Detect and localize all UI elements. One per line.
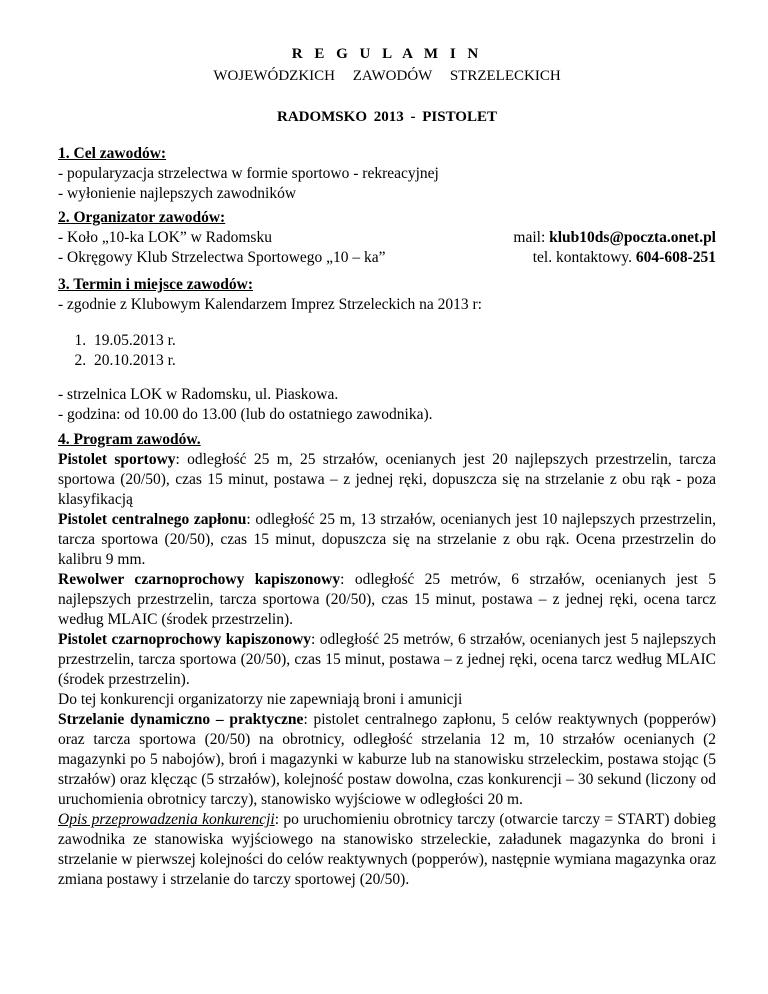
phone-label: tel. kontaktowy. — [532, 249, 636, 266]
date-intro: - zgodnie z Klubowym Kalendarzem Imprez Strzeleckich na 2013 r: — [58, 296, 482, 313]
goal-line-1: - popularyzacja strzelectwa w formie sportowo - rekreacyjnej — [58, 165, 439, 182]
centerfire-pistol-text: : odległość 25 m, 13 strzałów, ocenianych jest 10 najlepszych przestrzelin, tarcza sportowa (20/50), czas 15 minut, dopuszcza się na strzelanie z obu rąk. Ocena przestrzelin do kalibru 9 mm. — [58, 511, 716, 568]
dynamic-shooting-text: : pistolet centralnego zapłonu, 5 celów reaktywnych (popperów) oraz tarcza sportowa (20/50) na obrotnicy, odległość strzelania 12 m, 10 strzałów ocenianych (2 magazynki po 5 nabojów), broń i magazynki w kaburze lub na stanowisku strzeleckim, postawa stojąc (5 strzałów) oraz klęcząc (5 strzałów), kolejność postaw dowolna, czas konkurencji – 30 sekund (liczony od uruchomienia obrotnicy tarczy), stanowisko wyjściowe w odległości 20 m. — [58, 711, 717, 808]
organizer-club-1: - Koło „10-ka LOK” w Radomsku — [58, 229, 272, 246]
blackpowder-revolver-name: Rewolwer czarnoprochowy kapiszonowy — [58, 571, 341, 588]
event-title: RADOMSKO 2013 - PISTOLET — [276, 109, 497, 125]
section-goal-heading: 1. Cel zawodów: — [58, 145, 167, 162]
program-blackpowder-pistol — [58, 630, 716, 690]
section-organizer — [58, 208, 716, 268]
document-subtitle: WOJEWÓDZKICH ZAWODÓW STRZELECKICH — [213, 68, 561, 84]
program-blackpowder-revolver — [58, 570, 716, 630]
date-item-2: 2. 20.10.2013 r. — [90, 351, 716, 371]
section-goal — [58, 144, 716, 204]
time-line: - godzina: od 10.00 do 13.00 (lub do ostatniego zawodnika). — [58, 406, 433, 423]
blackpowder-pistol-text: : odległość 25 metrów, 6 strzałów, ocenianych jest 5 najlepszych przestrzelin, tarcza sportowa (20/50), czas 15 minut, postawa – z jednej ręki, ocena tarcz według MLAIC (środek przestrzelin). — [58, 631, 716, 688]
place-line: - strzelnica LOK w Radomsku, ul. Piaskowa. — [58, 386, 339, 403]
procedure-name: Opis przeprowadzenia konkurencji — [58, 811, 275, 828]
organizer-mail — [513, 228, 716, 248]
section-program — [58, 430, 716, 890]
date-item-1: 1. 19.05.2013 r. — [90, 331, 716, 351]
organizer-row-2 — [58, 248, 716, 268]
section-program-heading: 4. Program zawodów. — [58, 431, 201, 448]
goal-line-2: - wyłonienie najlepszych zawodników — [58, 185, 297, 202]
blackpowder-revolver-text: : odległość 25 metrów, 6 strzałów, ocenianych jest 5 najlepszych przestrzelin, tarcza sportowa (20/50), czas 15 minut, postawa – z jednej ręki, ocena tarcz według MLAIC (środek przestrzelin). — [58, 571, 716, 628]
sport-pistol-name: Pistolet sportowy — [58, 451, 176, 468]
mail-address: klub10ds@poczta.onet.pl — [549, 229, 716, 246]
procedure-text: : po uruchomieniu obrotnicy tarczy (otwarcie tarczy = START) dobieg zawodnika ze stanowiska wyjściowego na stanowisko strzeleckie, załadunek magazynka do broni i strzelanie w pierwszej kolejności do celów reaktywnych (popperów), następnie wymiana magazynka oraz zmiana postawy i strzelanie do tarczy sportowej (20/50). — [58, 811, 717, 888]
organizer-row-1 — [58, 228, 716, 248]
organizer-club-2: - Okręgowy Klub Strzelectwa Sportowego „10 – ka” — [58, 249, 386, 266]
blackpowder-note: Do tej konkurencji organizatorzy nie zapewniają broni i amunicji — [58, 691, 463, 708]
section-date-place — [58, 275, 716, 425]
sport-pistol-text: : odległość 25 m, 25 strzałów, ocenianych jest 20 najlepszych przestrzelin, tarcza sportowa (20/50), czas 15 minut, postawa – z jednej ręki, dopuszcza się na strzelanie z obu rąk - poza klasyfikacją — [58, 451, 717, 508]
program-dynamic-shooting — [58, 710, 716, 810]
centerfire-pistol-name: Pistolet centralnego zapłonu — [58, 511, 247, 528]
dynamic-shooting-name: Strzelanie dynamiczno – praktyczne — [58, 711, 304, 728]
program-centerfire-pistol — [58, 510, 716, 570]
section-date-place-heading: 3. Termin i miejsce zawodów: — [58, 276, 254, 293]
program-sport-pistol — [58, 450, 716, 510]
document-title: R E G U L A M I N — [291, 46, 483, 62]
organizer-phone — [533, 248, 716, 268]
dates-list — [58, 331, 716, 371]
blackpowder-pistol-name: Pistolet czarnoprochowy kapiszonowy — [58, 631, 312, 648]
section-organizer-heading: 2. Organizator zawodów: — [58, 209, 226, 226]
phone-number: 604-608-251 — [635, 249, 716, 266]
mail-label: mail: — [513, 229, 550, 246]
program-procedure — [58, 810, 716, 890]
